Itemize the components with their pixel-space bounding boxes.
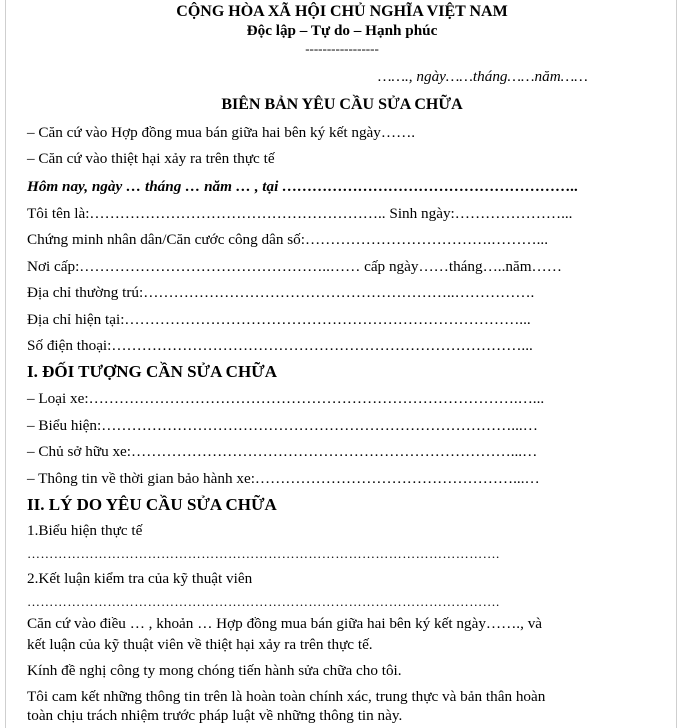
divider: ----------------- (305, 41, 379, 56)
commitment-line2: toàn chịu trách nhiệm trước pháp luật về những thông tin này. (27, 707, 403, 724)
basis-damage: – Căn cứ vào thiệt hại xảy ra trên thực tế (27, 150, 275, 167)
repair-request: Kính đề nghị công ty mong chóng tiến hành sửa chữa cho tôi. (27, 662, 402, 679)
field-permanent-address: Địa chỉ thường trú:……………………………………………………..……………. (27, 284, 535, 301)
motto: Độc lập – Tự do – Hạnh phúc (246, 22, 438, 39)
warranty-info: – Thông tin về thời gian bảo hành xe:……………………………………………...… (27, 470, 540, 487)
technician-conclusion: 2.Kết luận kiểm tra của kỹ thuật viên (27, 570, 253, 587)
section1-heading: I. ĐỐI TƯỢNG CẦN SỬA CHỮA (27, 362, 277, 381)
basis-paragraph-line2: kết luận của kỹ thuật viên về thiệt hại xảy ra trên thực tế. (27, 636, 373, 653)
symptoms: – Biểu hiện:………………………………………………………………………...… (27, 417, 538, 434)
commitment-line1: Tôi cam kết những thông tin trên là hoàn toàn chính xác, trung thực và bản thân hoàn (27, 688, 546, 705)
field-id-number: Chứng minh nhân dân/Căn cước công dân số:……………………………….………... (27, 231, 548, 248)
actual-symptoms: 1.Biểu hiện thực tế (27, 522, 143, 539)
vehicle-type: – Loại xe:………………………………………………………………………….…... (27, 390, 545, 407)
vehicle-owner: – Chủ sở hữu xe:…………………………………………………………………...… (27, 443, 538, 460)
document-title: BIÊN BẢN YÊU CẦU SỬA CHỮA (221, 96, 463, 113)
field-name: Tôi tên là:………………………………………………….. Sinh ngày:…………………... (27, 205, 573, 222)
today-line: Hôm nay, ngày … tháng … năm … , tại ………………………………………………….. (27, 178, 579, 195)
actual-symptoms-dots: ……………………………………………………………………………………………. (27, 546, 500, 561)
technician-conclusion-dots: ……………………………………………………………………………………………. (27, 594, 500, 609)
basis-paragraph-line1: Căn cứ vào điều … , khoản … Hợp đồng mua bán giữa hai bên ký kết ngày……., và (27, 615, 543, 632)
field-phone: Số điện thoại:………………………………………………………………………... (27, 337, 533, 354)
date-line: ……., ngày……tháng……năm…… (378, 68, 588, 85)
field-issue-place: Nơi cấp:…………………………………………..…… cấp ngày……tháng…..năm…… (27, 258, 562, 275)
section2-heading: II. LÝ DO YÊU CẦU SỬA CHỮA (27, 495, 277, 514)
field-current-address: Địa chỉ hiện tại:……………………………………………………………………... (27, 311, 531, 328)
nation-header: CỘNG HÒA XÃ HỘI CHỦ NGHĨA VIỆT NAM (176, 3, 508, 20)
basis-contract: – Căn cứ vào Hợp đồng mua bán giữa hai bên ký kết ngày……. (27, 124, 416, 141)
